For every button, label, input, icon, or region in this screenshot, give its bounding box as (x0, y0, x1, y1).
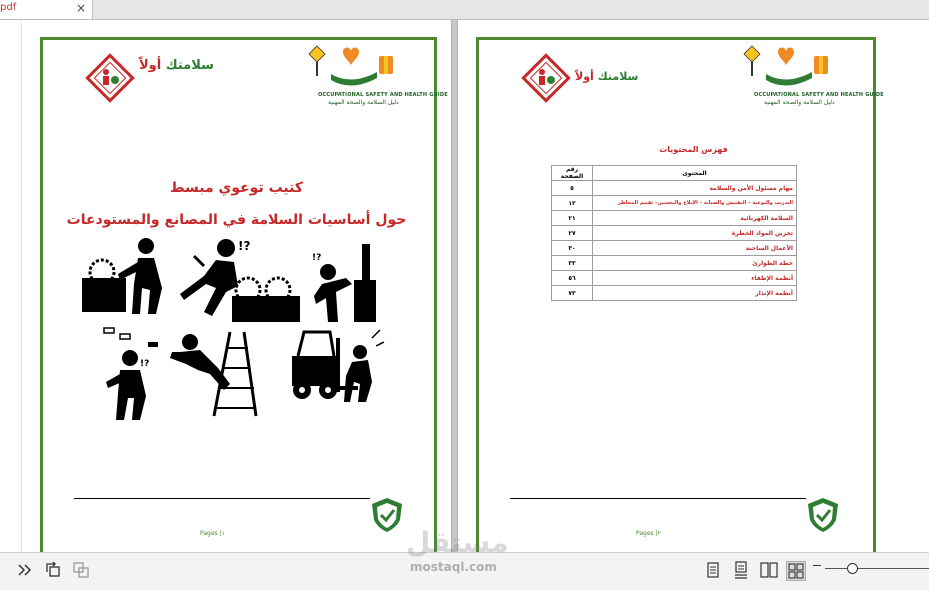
shield-icon (806, 496, 840, 534)
toc-content[interactable]: مهام مسئول الأمن والسلامة (593, 181, 797, 196)
watermark-url: mostaql.com (410, 560, 497, 574)
toc-content[interactable]: خطة الطوارئ (593, 256, 797, 271)
two-page-view-icon[interactable] (760, 561, 778, 579)
svg-text:!?: !? (238, 239, 251, 253)
toc-content[interactable]: الأعمال الساخنة (593, 241, 797, 256)
toc-page: ٥٦ (552, 271, 593, 286)
page-cover (22, 20, 451, 552)
machine-hazard-icon (176, 238, 304, 324)
guide-english-label: OCCUPATIONAL SAFETY AND HEALTH GUIDE (318, 92, 448, 98)
safety-guide-logo-icon (305, 42, 399, 92)
brand-name: سلامتك أولاً (575, 70, 639, 83)
toc-page: ٥ (552, 181, 593, 196)
toc-row[interactable] (552, 256, 797, 271)
toc-table (551, 165, 797, 301)
footer-rule (74, 498, 370, 499)
two-page-continuous-icon (787, 562, 805, 580)
toc-content[interactable]: أنظمة الإطفاء (593, 271, 797, 286)
zoom-out-icon[interactable] (813, 565, 821, 566)
guide-arabic-label: دليل السلامة والصحة المهنية (328, 99, 399, 106)
toc-content[interactable]: السلامة الكهربائية (593, 211, 797, 226)
toc-row[interactable] (552, 271, 797, 286)
two-page-continuous-view-button[interactable] (786, 561, 806, 581)
close-icon[interactable]: × (76, 1, 87, 15)
svg-text:!?: !? (140, 359, 150, 369)
toc-page: ١٢ (552, 196, 593, 211)
toc-content[interactable]: تخزين المواد الخطرة (593, 226, 797, 241)
toc-page: ٣٣ (552, 256, 593, 271)
safety-guide-logo-icon (740, 42, 834, 92)
toc-content[interactable]: أنظمة الإنذار (593, 286, 797, 301)
brand-logo-icon (84, 52, 136, 104)
footer-rule (510, 498, 806, 499)
svg-text:!?: !? (312, 253, 322, 263)
toc-row[interactable] (552, 196, 797, 211)
zoom-slider[interactable] (825, 568, 929, 569)
page-toc (458, 20, 929, 552)
toc-row[interactable] (552, 286, 797, 301)
press-hazard-icon (312, 244, 384, 324)
toc-header-content: المحتوى (593, 166, 797, 181)
watermark-logo: مستقل (406, 526, 509, 559)
toc-row[interactable] (552, 181, 797, 196)
falling-bricks-hazard-icon (100, 326, 164, 422)
toc-header-row (552, 166, 797, 181)
tab-bar (0, 0, 929, 20)
continuous-view-icon[interactable] (732, 561, 750, 579)
ladder-fall-hazard-icon (170, 328, 264, 418)
toc-row[interactable] (552, 226, 797, 241)
zoom-slider-handle[interactable] (847, 563, 858, 574)
rotate-page-icon[interactable] (44, 561, 62, 579)
forklift-hazard-icon (288, 326, 386, 406)
guide-english-label: OCCUPATIONAL SAFETY AND HEALTH GUIDE (754, 92, 884, 98)
document-viewer[interactable] (0, 20, 929, 552)
saw-hazard-icon (82, 238, 172, 314)
guide-arabic-label: دليل السلامة والصحة المهنية (764, 99, 835, 106)
toc-page: ٧٣ (552, 286, 593, 301)
page-number-label: Pages |٢ (636, 530, 661, 537)
page-number-label: Pages |١ (200, 530, 225, 537)
cover-title: كتيب توعوي مبسط (170, 180, 303, 196)
toc-title: فهرس المحتويات (659, 145, 728, 154)
toc-header-page: رقم الصفحة (552, 166, 593, 181)
previous-page-edge (0, 20, 22, 552)
toc-page: ٣٠ (552, 241, 593, 256)
toc-row[interactable] (552, 211, 797, 226)
document-tab[interactable] (0, 0, 93, 19)
toc-page: ٢١ (552, 211, 593, 226)
compare-pages-icon[interactable] (72, 561, 90, 579)
toc-row[interactable] (552, 241, 797, 256)
brand-logo-icon (520, 52, 572, 104)
tab-title: pdf (0, 2, 17, 13)
single-page-view-icon[interactable] (704, 561, 722, 579)
brand-name: سلامتك أولاً (139, 58, 214, 73)
toc-page: ٢٧ (552, 226, 593, 241)
shield-icon (370, 496, 404, 534)
toc-content[interactable]: التدريب والتوعية – التفتيش والصيانة – الإبلاغ والتحسين– تقييم المخاطر (593, 196, 797, 211)
cover-subtitle: حول أساسيات السلامة في المصانع والمستودعات (66, 212, 407, 228)
double-chevron-right-icon[interactable] (16, 561, 34, 579)
